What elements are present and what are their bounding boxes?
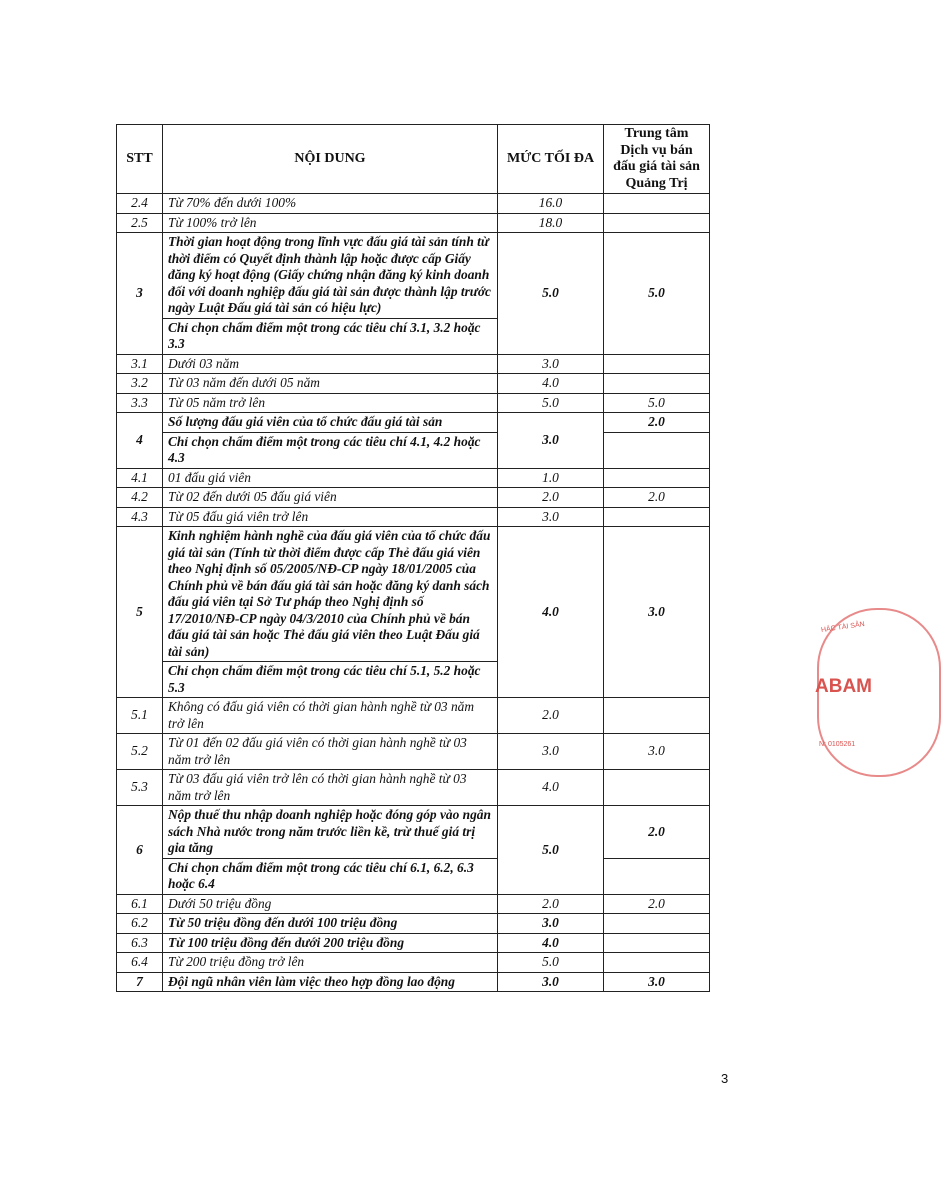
- row-stt: 3.2: [117, 374, 163, 394]
- row-stt: 5.2: [117, 734, 163, 770]
- row-max: 2.0: [498, 894, 604, 914]
- table-row-note: [117, 858, 710, 894]
- row-max: 4.0: [498, 770, 604, 806]
- row-max: 4.0: [498, 374, 604, 394]
- row-score: [604, 468, 710, 488]
- row-max: 2.0: [498, 488, 604, 508]
- row-stt: 6.2: [117, 914, 163, 934]
- row-score: [604, 213, 710, 233]
- row-score: [604, 194, 710, 214]
- table-row: [117, 806, 710, 859]
- row-max: 3.0: [498, 354, 604, 374]
- scoring-table: [116, 124, 710, 992]
- table-row-note: [117, 432, 710, 468]
- row-stt: 5.3: [117, 770, 163, 806]
- row-text: Từ 70% đến dưới 100%: [163, 194, 498, 214]
- table-header-row: [117, 125, 710, 194]
- row-score: [604, 770, 710, 806]
- row-stt: 6.3: [117, 933, 163, 953]
- row-text: 01 đấu giá viên: [163, 468, 498, 488]
- row-text: Từ 100 triệu đồng đến dưới 200 triệu đồng: [163, 933, 498, 953]
- row-stt: 6: [117, 806, 163, 895]
- row-score: 3.0: [604, 527, 710, 698]
- row-score: 3.0: [604, 972, 710, 992]
- row-max: 4.0: [498, 527, 604, 698]
- row-text: Dưới 03 năm: [163, 354, 498, 374]
- table-row: [117, 413, 710, 433]
- row-text: Từ 01 đến 02 đấu giá viên có thời gian hành nghề từ 03 năm trở lên: [163, 734, 498, 770]
- table-row: [117, 374, 710, 394]
- row-max: 3.0: [498, 914, 604, 934]
- row-score: [604, 374, 710, 394]
- row-score: 5.0: [604, 233, 710, 355]
- table-row: [117, 933, 710, 953]
- row-text: Không có đấu giá viên có thời gian hành nghề từ 03 năm trở lên: [163, 698, 498, 734]
- table-row: [117, 194, 710, 214]
- row-text: Nộp thuế thu nhập doanh nghiệp hoặc đóng góp vào ngân sách Nhà nước trong năm trước liền kề, trừ thuế giá trị gia tăng: [163, 806, 498, 859]
- row-stt: 4.3: [117, 507, 163, 527]
- row-score: 2.0: [604, 413, 710, 433]
- row-max: 5.0: [498, 806, 604, 895]
- row-score-empty: [604, 432, 710, 468]
- row-text: Từ 05 đấu giá viên trở lên: [163, 507, 498, 527]
- row-stt: 6.1: [117, 894, 163, 914]
- row-stt: 5.1: [117, 698, 163, 734]
- row-score: 3.0: [604, 734, 710, 770]
- table-row: [117, 698, 710, 734]
- row-max: 16.0: [498, 194, 604, 214]
- table-row: [117, 393, 710, 413]
- row-score: [604, 933, 710, 953]
- header-muc-toi-da: MỨC TỐI ĐA: [498, 125, 604, 194]
- row-stt: 7: [117, 972, 163, 992]
- row-max: 5.0: [498, 953, 604, 973]
- table-row: [117, 213, 710, 233]
- row-stt: 3.1: [117, 354, 163, 374]
- table-row: [117, 354, 710, 374]
- row-score: 2.0: [604, 806, 710, 859]
- row-max: 3.0: [498, 507, 604, 527]
- row-max: 1.0: [498, 468, 604, 488]
- row-text: Dưới 50 triệu đồng: [163, 894, 498, 914]
- row-max: 4.0: [498, 933, 604, 953]
- row-max: 3.0: [498, 413, 604, 469]
- row-note: Chỉ chọn chấm điểm một trong các tiêu chí 5.1, 5.2 hoặc 5.3: [163, 662, 498, 698]
- row-stt: 5: [117, 527, 163, 698]
- row-text: Từ 03 năm đến dưới 05 năm: [163, 374, 498, 394]
- row-stt: 4: [117, 413, 163, 469]
- row-text: Đội ngũ nhân viên làm việc theo hợp đồng lao động: [163, 972, 498, 992]
- row-score: 2.0: [604, 488, 710, 508]
- row-max: 5.0: [498, 393, 604, 413]
- header-noi-dung: NỘI DUNG: [163, 125, 498, 194]
- row-score: 2.0: [604, 894, 710, 914]
- table-row: [117, 914, 710, 934]
- table-row: [117, 894, 710, 914]
- table-row: [117, 972, 710, 992]
- row-score: 5.0: [604, 393, 710, 413]
- row-stt: 2.4: [117, 194, 163, 214]
- company-seal: [813, 608, 872, 778]
- row-text: Số lượng đấu giá viên của tổ chức đấu giá tài sản: [163, 413, 498, 433]
- row-stt: 4.1: [117, 468, 163, 488]
- row-text: Từ 200 triệu đồng trở lên: [163, 953, 498, 973]
- row-max: 3.0: [498, 734, 604, 770]
- row-max: 18.0: [498, 213, 604, 233]
- row-note: Chỉ chọn chấm điểm một trong các tiêu chí 4.1, 4.2 hoặc 4.3: [163, 432, 498, 468]
- table-row: [117, 488, 710, 508]
- row-text: Từ 50 triệu đồng đến dưới 100 triệu đồng: [163, 914, 498, 934]
- row-score: [604, 698, 710, 734]
- header-stt: STT: [117, 125, 163, 194]
- row-score: [604, 914, 710, 934]
- seal-text-top: HÁC TÀI SẢN: [820, 620, 866, 635]
- header-org: Trung tâm Dịch vụ bán đấu giá tài sản Quảng Trị: [604, 125, 710, 194]
- row-stt: 4.2: [117, 488, 163, 508]
- row-score: [604, 354, 710, 374]
- row-stt: 3.3: [117, 393, 163, 413]
- seal-text-middle: ABAM: [815, 676, 872, 697]
- row-score-empty: [604, 858, 710, 894]
- row-max: 2.0: [498, 698, 604, 734]
- table-row: [117, 468, 710, 488]
- row-stt: 6.4: [117, 953, 163, 973]
- row-text: Từ 05 năm trở lên: [163, 393, 498, 413]
- row-stt: 2.5: [117, 213, 163, 233]
- table-row: [117, 734, 710, 770]
- row-text: Kinh nghiệm hành nghề của đấu giá viên của tổ chức đấu giá tài sản (Tính từ thời điểm được cấp Thẻ đấu giá viên theo Nghị định số 05/2005/NĐ-CP ngày 18/01/2005 của Chính phủ về bán đấu giá tài sản hoặc đăng ký danh sách đấu giá viên tại Sở Tư pháp theo Nghị định số 17/2010/NĐ-CP ngày 04/3/2010 của Chính phủ về bán đấu giá tài sản hoặc Thẻ đấu giá viên theo Luật Đấu giá tài sản): [163, 527, 498, 662]
- page-number: 3: [721, 1071, 729, 1086]
- table-row: [117, 507, 710, 527]
- table-row: [117, 770, 710, 806]
- row-text: Từ 02 đến dưới 05 đấu giá viên: [163, 488, 498, 508]
- table-row: [117, 233, 710, 319]
- row-text: Từ 100% trở lên: [163, 213, 498, 233]
- row-note: Chỉ chọn chấm điểm một trong các tiêu chí 6.1, 6.2, 6.3 hoặc 6.4: [163, 858, 498, 894]
- table-row: [117, 527, 710, 662]
- row-score: [604, 953, 710, 973]
- row-max: 5.0: [498, 233, 604, 355]
- row-text: Từ 03 đấu giá viên trở lên có thời gian hành nghề từ 03 năm trở lên: [163, 770, 498, 806]
- row-stt: 3: [117, 233, 163, 355]
- table-row: [117, 953, 710, 973]
- row-max: 3.0: [498, 972, 604, 992]
- row-text: Thời gian hoạt động trong lĩnh vực đấu giá tài sản tính từ thời điểm có Quyết định thành lập hoặc được cấp Giấy đăng ký hoạt động (Giấy chứng nhận đăng ký kinh doanh đối với doanh nghiệp đấu giá tài sản được thành lập trước ngày Luật Đấu giá tài sản có hiệu lực): [163, 233, 498, 319]
- row-score: [604, 507, 710, 527]
- row-note: Chỉ chọn chấm điểm một trong các tiêu chí 3.1, 3.2 hoặc 3.3: [163, 318, 498, 354]
- seal-text-bottom: N: 0105261: [819, 741, 856, 748]
